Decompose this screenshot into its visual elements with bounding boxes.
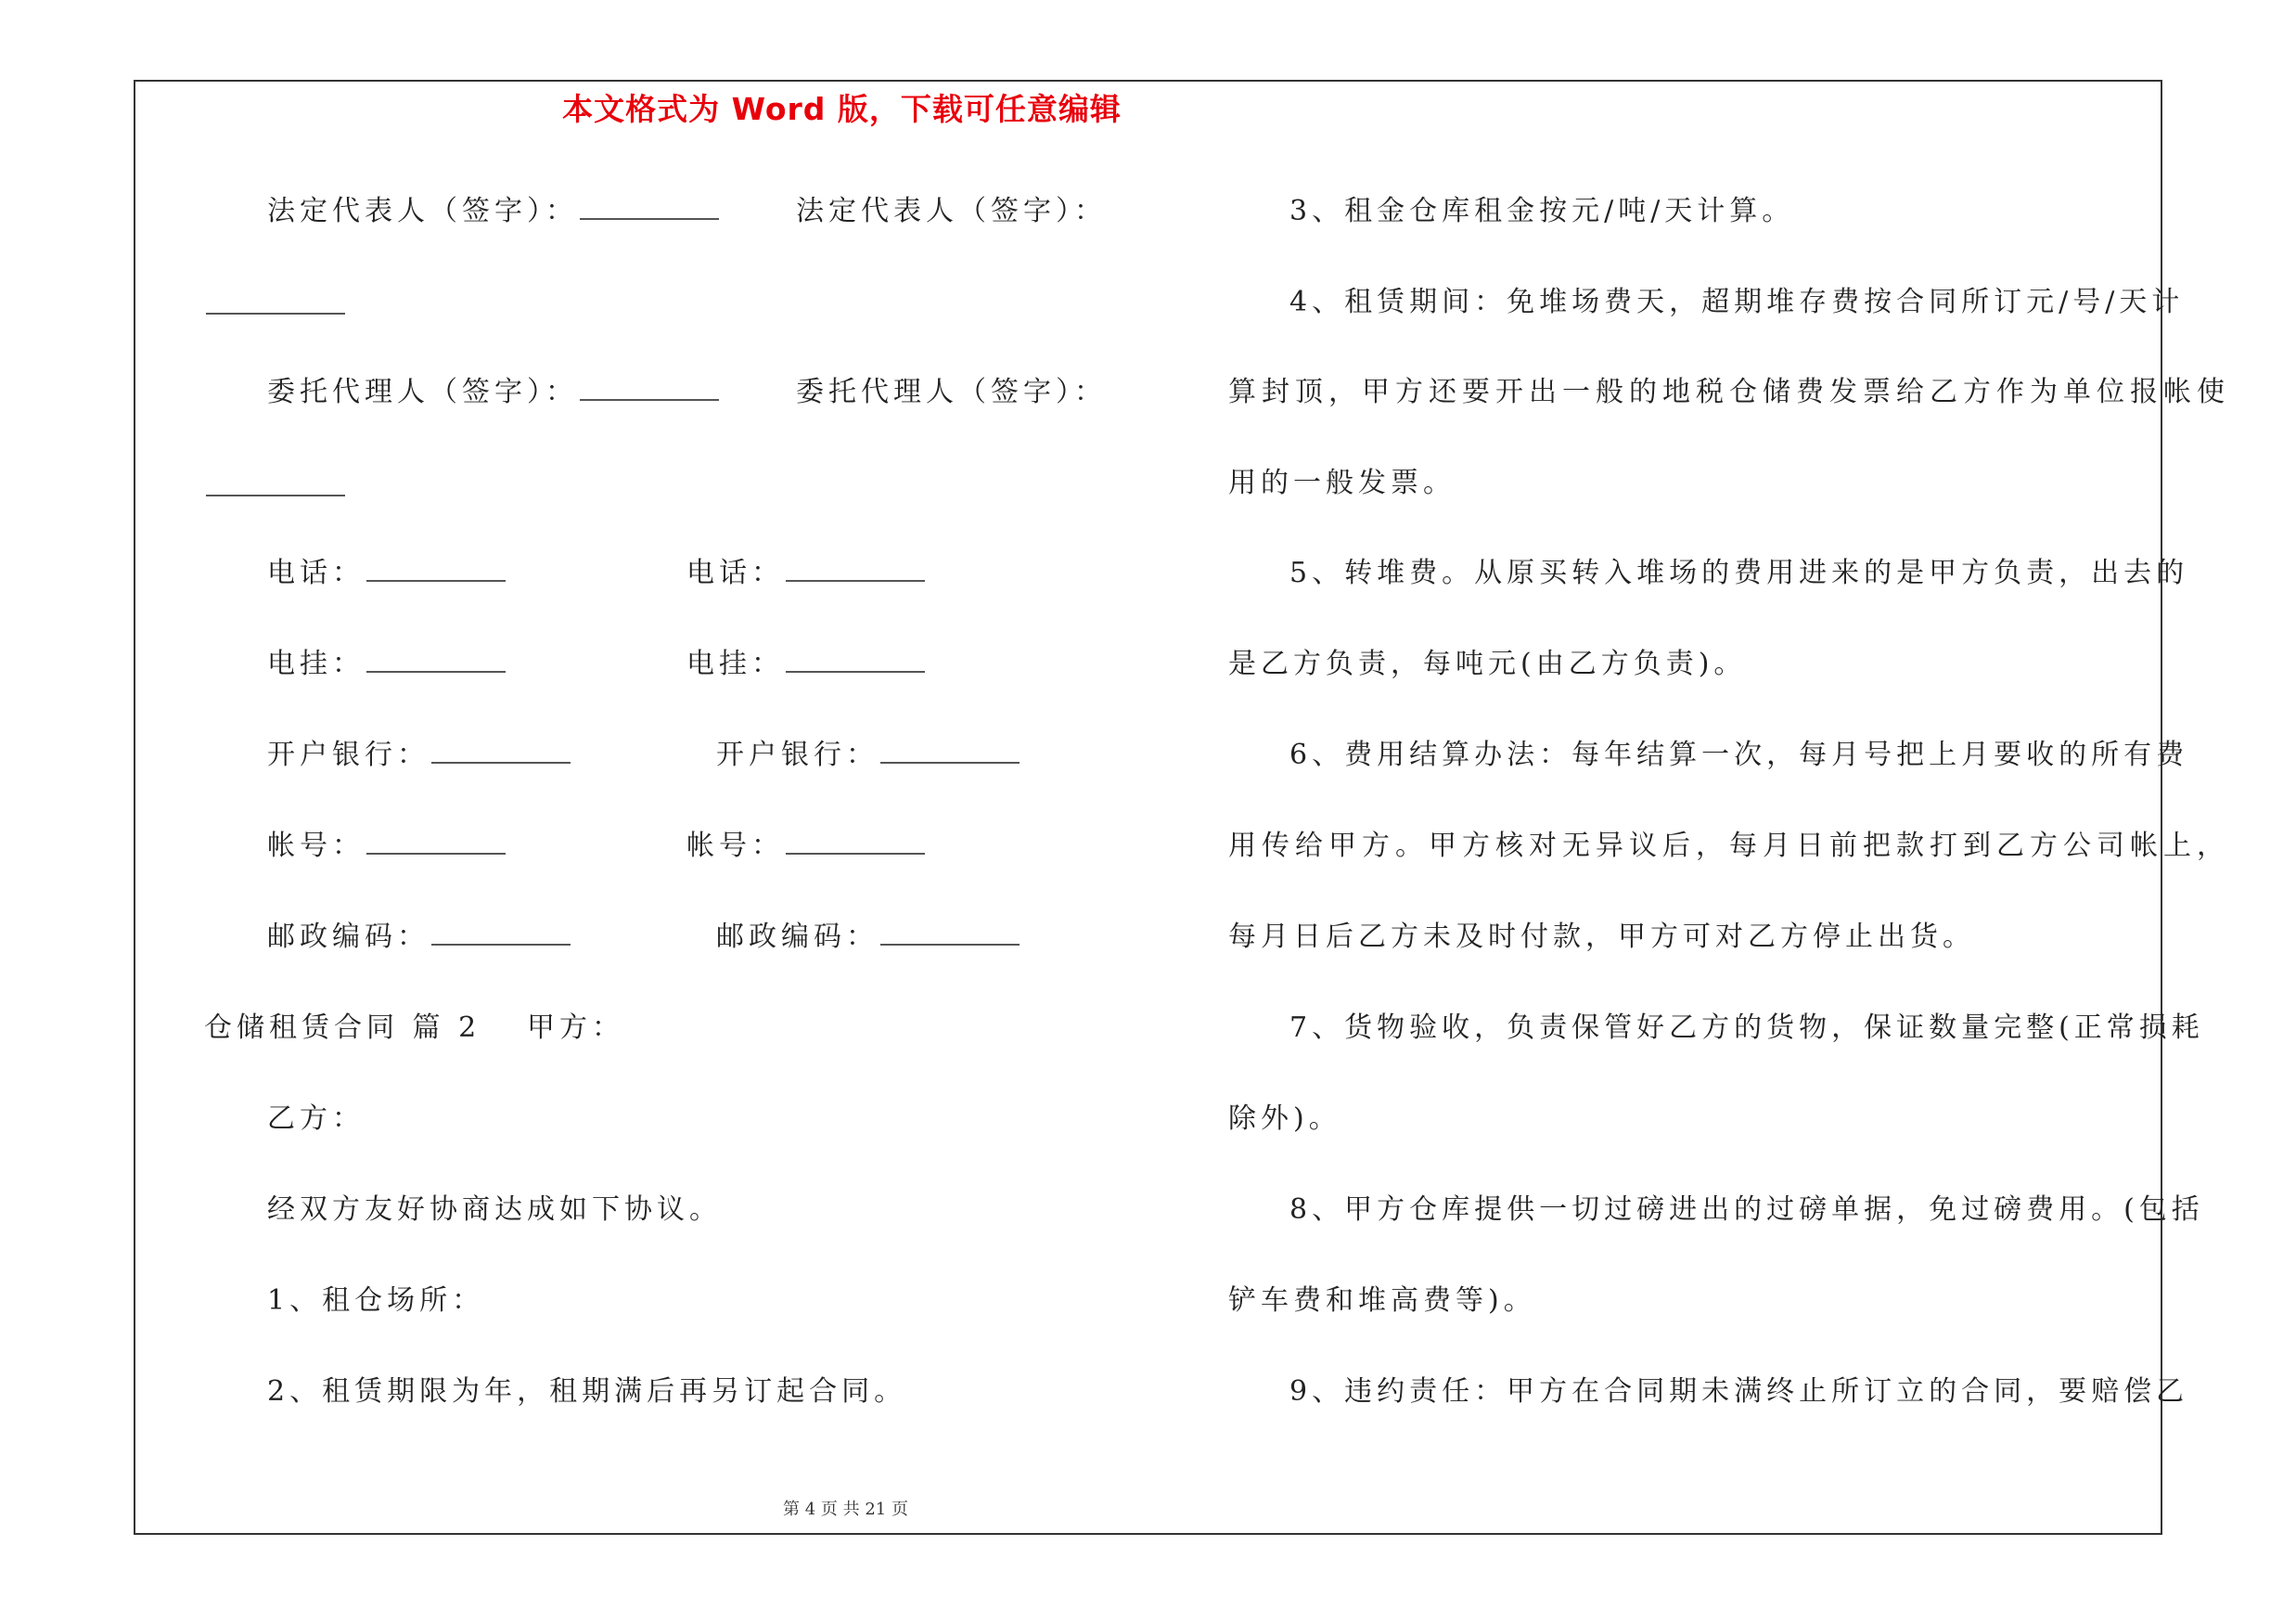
legal-rep-b-line — [796, 195, 1107, 228]
page-footer — [0, 1496, 2296, 1520]
agent-b-blank — [206, 472, 345, 496]
contract-title-line — [204, 1011, 481, 1045]
right-line-12-text: 8、甲方仓库提供一切过磅进出的过磅单据，免过磅费用。(包括 — [1289, 1193, 2204, 1226]
phone-a-line — [267, 557, 506, 590]
right-line-3-text: 算封顶，甲方还要开出一般的地税仓储费发票给乙方作为单位报帐使 — [1228, 376, 2230, 408]
clause-2-text: 2、租赁期限为年，租期满后再另订起合同。 — [267, 1375, 907, 1408]
party-b-line — [267, 1102, 365, 1136]
right-line-2 — [1289, 286, 2184, 319]
phone-b-label: 电话： — [686, 557, 784, 589]
right-line-11-text: 除外)。 — [1228, 1102, 1341, 1135]
right-line-3 — [1228, 376, 2230, 409]
right-line-8 — [1228, 830, 2230, 863]
postcode-a-label: 邮政编码： — [267, 921, 430, 953]
telegraph-b-label: 电挂： — [686, 648, 784, 680]
page-number: 第 4 页 共 21 页 — [783, 1500, 908, 1519]
intro-line — [267, 1193, 722, 1227]
bank-a-line — [267, 739, 571, 772]
telegraph-b-line — [686, 648, 925, 681]
legal-rep-b-label: 法定代表人（签字）： — [796, 195, 1107, 227]
postcode-b-blank — [880, 921, 1020, 946]
right-line-2-text: 4、租赁期间：免堆场费天，超期堆存费按合同所订元/号/天计 — [1289, 286, 2185, 318]
postcode-a-line — [267, 921, 571, 954]
right-line-9 — [1228, 921, 1975, 954]
right-line-14 — [1289, 1375, 2188, 1409]
right-line-1 — [1289, 195, 1794, 228]
clause-1-line — [267, 1284, 484, 1318]
party-b-label: 乙方： — [267, 1102, 365, 1135]
agent-a-label: 委托代理人（签字）： — [267, 376, 578, 408]
postcode-b-label: 邮政编码： — [716, 921, 879, 953]
format-banner — [0, 85, 2296, 129]
right-line-10 — [1289, 1011, 2204, 1045]
party-a-line — [527, 1011, 624, 1045]
right-line-14-text: 9、违约责任：甲方在合同期未满终止所订立的合同，要赔偿乙 — [1289, 1375, 2189, 1408]
right-line-6 — [1228, 648, 1746, 681]
phone-a-label: 电话： — [267, 557, 365, 589]
agent-b-line — [796, 376, 1107, 409]
banner-text: 本文格式为 Word 版，下载可任意编辑 — [562, 91, 1122, 127]
clause-2-line — [267, 1375, 906, 1409]
agent-b-blank-line — [204, 471, 345, 505]
clause-1-text: 1、租仓场所： — [267, 1284, 485, 1317]
postcode-a-blank — [431, 921, 571, 946]
legal-rep-b-blank — [206, 290, 345, 315]
right-line-4-text: 用的一般发票。 — [1228, 467, 1456, 499]
right-line-6-text: 是乙方负责，每吨元(由乙方负责)。 — [1228, 648, 1747, 680]
intro-text: 经双方友好协商达成如下协议。 — [267, 1193, 722, 1226]
account-a-line — [267, 830, 506, 863]
account-b-label: 帐号： — [686, 830, 784, 862]
telegraph-a-line — [267, 648, 506, 681]
agent-a-blank — [580, 377, 719, 401]
postcode-b-line — [716, 921, 1020, 954]
right-line-13-text: 铲车费和堆高费等)。 — [1228, 1284, 1536, 1317]
legal-rep-b-blank-line — [204, 290, 345, 323]
agent-a-line — [267, 376, 719, 409]
phone-b-blank — [786, 558, 925, 582]
account-a-blank — [366, 831, 506, 855]
bank-b-blank — [880, 740, 1020, 764]
legal-rep-a-line — [267, 195, 719, 228]
bank-b-line — [716, 739, 1020, 772]
account-a-label: 帐号： — [267, 830, 365, 862]
phone-b-line — [686, 557, 925, 590]
right-line-9-text: 每月日后乙方未及时付款，甲方可对乙方停止出货。 — [1228, 921, 1975, 953]
right-line-1-text: 3、租金仓库租金按元/吨/天计算。 — [1289, 195, 1795, 227]
agent-b-label: 委托代理人（签字）： — [796, 376, 1107, 408]
bank-b-label: 开户银行： — [716, 739, 879, 771]
right-line-5-text: 5、转堆费。从原买转入堆场的费用进来的是甲方负责，出去的 — [1289, 557, 2189, 589]
account-b-line — [686, 830, 925, 863]
bank-a-blank — [431, 740, 571, 764]
right-line-7-text: 6、费用结算办法：每年结算一次，每月号把上月要收的所有费 — [1289, 739, 2189, 771]
right-line-13 — [1228, 1284, 1536, 1318]
legal-rep-a-label: 法定代表人（签字）： — [267, 195, 578, 227]
right-line-11 — [1228, 1102, 1341, 1136]
right-line-8-text: 用传给甲方。甲方核对无异议后，每月日前把款打到乙方公司帐上， — [1228, 830, 2230, 862]
telegraph-b-blank — [786, 649, 925, 673]
right-line-10-text: 7、货物验收，负责保管好乙方的货物，保证数量完整(正常损耗 — [1289, 1011, 2204, 1044]
legal-rep-a-blank — [580, 196, 719, 220]
right-line-7 — [1289, 739, 2188, 772]
bank-a-label: 开户银行： — [267, 739, 430, 771]
account-b-blank — [786, 831, 925, 855]
party-a-label: 甲方： — [527, 1011, 624, 1044]
contract-title: 仓储租赁合同 篇 2 — [204, 1011, 481, 1044]
right-line-4 — [1228, 467, 1456, 500]
right-line-5 — [1289, 557, 2188, 590]
telegraph-a-blank — [366, 649, 506, 673]
right-line-12 — [1289, 1193, 2204, 1227]
phone-a-blank — [366, 558, 506, 582]
telegraph-a-label: 电挂： — [267, 648, 365, 680]
